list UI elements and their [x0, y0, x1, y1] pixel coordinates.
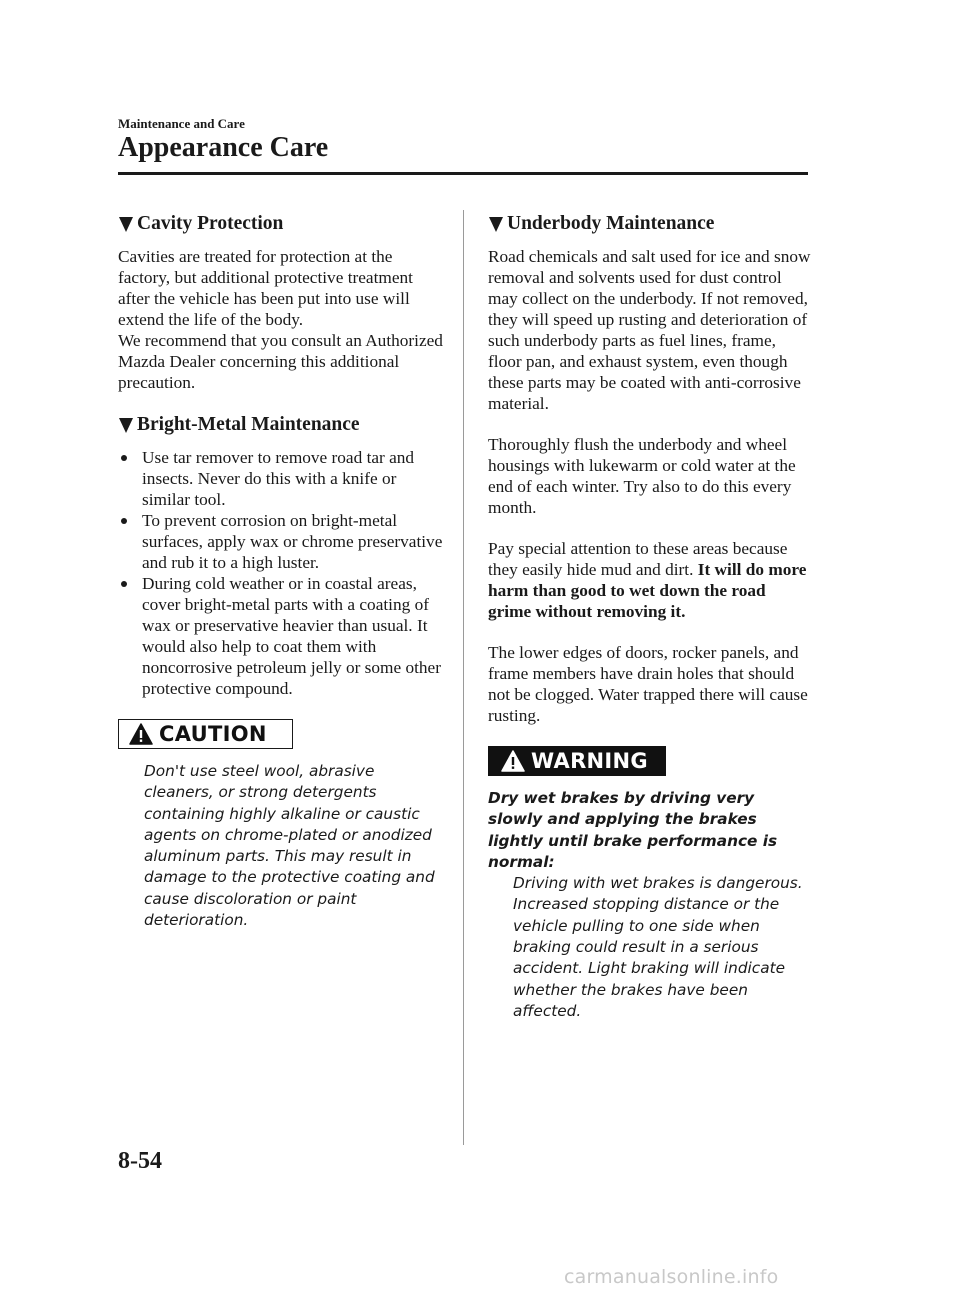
cavity-paragraph-2: We recommend that you consult an Authorized Mazda Dealer concerning this additional precaution. — [118, 331, 443, 392]
section-triangle-icon — [119, 418, 133, 433]
list-item — [118, 447, 443, 510]
cavity-heading — [118, 210, 443, 238]
underbody-paragraph-2: Thoroughly flush the underbody and wheel housings with lukewarm or cold water at the end of each winter. Try also to do this every month. — [488, 435, 796, 517]
underbody-paragraph-1: Road chemicals and salt used for ice and snow removal and solvents used for dust control may collect on the underbody. If not removed, they will speed up rusting and deterioration of such underbody parts as fuel lines, frame, floor pan, and exhaust system, even though these parts may be coated with anti-corrosive material. — [488, 247, 811, 413]
title-rule — [118, 172, 808, 175]
underbody-paragraph-3 — [488, 538, 813, 622]
warning-triangle-icon — [129, 723, 153, 745]
bullet-icon — [121, 581, 127, 587]
page-title: Appearance Care — [118, 132, 329, 163]
page-number: 8-54 — [118, 1148, 162, 1174]
column-divider — [463, 210, 464, 1145]
list-item-text: During cold weather or in coastal areas, cover bright-metal parts with a coating of wax or preservative heavier than usual. It would also help to coat them with noncorrosive petroleum jelly or some other protective compound. — [142, 574, 441, 698]
list-item — [118, 573, 443, 699]
underbody-heading — [488, 210, 813, 238]
bright-metal-heading — [118, 411, 443, 439]
watermark: carmanualsonline.info — [564, 1266, 779, 1288]
warning-label-text: WARNING — [531, 749, 648, 773]
section-triangle-icon — [489, 217, 503, 232]
bright-metal-list — [118, 447, 443, 699]
list-item-text: To prevent corrosion on bright-metal surfaces, apply wax or chrome preservative and rub it to a high luster. — [142, 511, 443, 572]
bullet-icon — [121, 518, 127, 524]
warning-triangle-icon — [501, 750, 525, 772]
underbody-paragraph-3-emphasis: It will do more harm than good to wet down the road grime without removing it. — [488, 560, 807, 621]
list-item — [118, 510, 443, 573]
warning-text: Driving with wet brakes is dangerous. Increased stopping distance or the vehicle pulling to one side when braking could result in a serious accident. Light braking will indicate whether the brakes have been affected. — [513, 874, 803, 1020]
caution-text: Don't use steel wool, abrasive cleaners, or strong detergents containing highly alkaline or caustic agents on chrome-plated or anodized aluminum parts. This may result in damage to the protective coating and cause discoloration or paint deterioration. — [144, 762, 435, 930]
underbody-heading-text: Underbody Maintenance — [507, 213, 715, 234]
caution-label-text: CAUTION — [159, 722, 267, 746]
underbody-paragraph-3-text: Pay special attention to these areas because they easily hide mud and dirt. — [488, 539, 788, 579]
list-item-text: Use tar remover to remove road tar and insects. Never do this with a knife or similar tool. — [142, 448, 415, 509]
bright-metal-heading-text: Bright-Metal Maintenance — [137, 414, 360, 435]
warning-bold-text: Dry wet brakes by driving very slowly and applying the brakes lightly until brake performance is normal: — [488, 789, 778, 871]
cavity-paragraph: Cavities are treated for protection at the factory, but additional protective treatment after the vehicle has been put into use will extend the life of the body. — [118, 247, 413, 329]
left-column — [118, 210, 443, 931]
caution-label — [118, 719, 293, 749]
bullet-icon — [121, 455, 127, 461]
right-column — [488, 210, 813, 1022]
warning-label — [488, 746, 666, 776]
cavity-heading-text: Cavity Protection — [137, 213, 284, 234]
section-triangle-icon — [119, 217, 133, 232]
underbody-paragraph-4: The lower edges of doors, rocker panels, and frame members have drain holes that should not be clogged. Water trapped there will cause rusting. — [488, 643, 808, 725]
section-label: Maintenance and Care — [118, 116, 245, 131]
